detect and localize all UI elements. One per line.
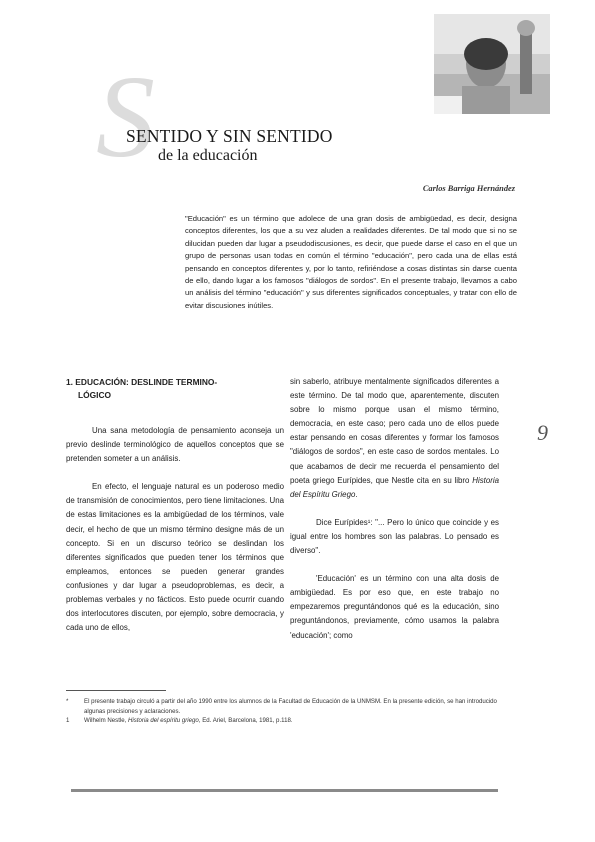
- paragraph: Una sana metodología de pensamiento aconseja un previo deslinde terminológico de aquellos conceptos que se pretenden someter a un análisis.: [66, 426, 284, 464]
- bottom-rule: [71, 789, 498, 792]
- book-title: Historia del Espíritu Griego: [290, 475, 499, 499]
- footnote-mark: *: [66, 698, 69, 705]
- paragraph: 'Educación' es un término con una alta dosis de ambigüedad. Es por eso que, en este trabajo no empezaremos preguntándonos qué es la educación, sino preguntándonos, previamente, cómo usamos la palabra 'educación'; como: [290, 574, 499, 640]
- footnote-text: Wilhelm Nestle,: [84, 717, 129, 725]
- footnote-text-end: , Ed. Ariel, Barcelona, 1981, p.118.: [198, 717, 293, 725]
- header-photo: [434, 14, 550, 114]
- section-heading-line2: LÓGICO: [78, 390, 112, 400]
- body-column-left: [66, 424, 284, 635]
- footnote-text: El presente trabajo circuló a partir del año 1990 entre los alumnos de la Facultad de Educación de la UNMSM. En la presente edición, se han introducido algunas precisiones y aclaraciones.: [84, 698, 497, 715]
- abstract: "Educación" es un término que adolece de una gran dosis de ambigüedad, es decir, designa conceptos diferentes, los que a su vez aluden a realidades diferentes. De tal modo que si no se dilucidan pueden dar lugar a pseudodiscusiones, es decir, que puede darse el caso en el que un grupo de personas usan todas en común el término "educación", pero cada una de ellas está pensando en conceptos diferentes y, por lo tanto, refiriéndose a cosas distintas sin darse cuenta de ello, dando lugar a los famosos "diálogos de sordos". En el presente trabajo, llevamos a cabo un análisis del término "educación" y sus diferentes significados conceptuales, y tratar con ello de evitar discusiones inútiles.: [185, 214, 517, 310]
- author-name: Carlos Barriga Hernández: [422, 184, 515, 193]
- paragraph-end: .: [355, 489, 358, 499]
- section-heading: [66, 376, 286, 402]
- paragraph-text: sin saberlo, atribuye mentalmente significados diferentes a este término. De tal modo que, aparentemente, discuten sobre lo mismo porque usan el mismo término, democracia, en este caso; pero cada uno de ellos puede estar pensando en cosas diferentes y formar los famosos "diálogos de sordos", en este caso de sordos mentales. Lo que acabamos de decir me recuerda el pensamiento del poeta griego Eurípides, que Nestle cita en su libro: [290, 377, 499, 485]
- footnote-book-title: Historia del espíritu griego: [128, 717, 199, 725]
- body-column-right: [290, 375, 499, 643]
- footnote-mark: 1: [66, 717, 70, 725]
- article-subtitle: de la educación: [158, 147, 258, 164]
- footnotes: [66, 697, 502, 726]
- page-number: 9: [537, 420, 548, 445]
- footnote: [66, 716, 502, 726]
- article-title: SENTIDO Y SIN SENTIDO: [126, 126, 333, 146]
- drop-letter: S: [96, 51, 155, 182]
- footnote: [66, 697, 502, 716]
- paragraph: En efecto, el lenguaje natural es un poderoso medio de transmisión de conocimientos, pero tiene limitaciones. Una de estas limitaciones es la ambigüedad de los términos, vale decir, el hecho de que un mismo término designe más de un concepto. Si en un discurso teórico se deslindan los diferentes significados que pueden tener los términos que empleamos, entonces se pueden generar grandes confusiones y dar lugar a pseudoproblemas, es decir, a problemas verbales y no fácticos. Esto puede ocurrir cuando dos interlocutores discuten, por ejemplo, sobre democracia, y cada uno de ellos,: [66, 482, 284, 633]
- footnote-separator: [66, 690, 166, 691]
- section-heading-line1: 1. EDUCACIÓN: DESLINDE TERMINO-: [66, 377, 218, 387]
- paragraph: Dice Eurípides¹: "... Pero lo único que coincide y es igual entre los hombres son las palabras. Lo pensado es diverso".: [290, 517, 499, 556]
- paragraph: [290, 375, 499, 502]
